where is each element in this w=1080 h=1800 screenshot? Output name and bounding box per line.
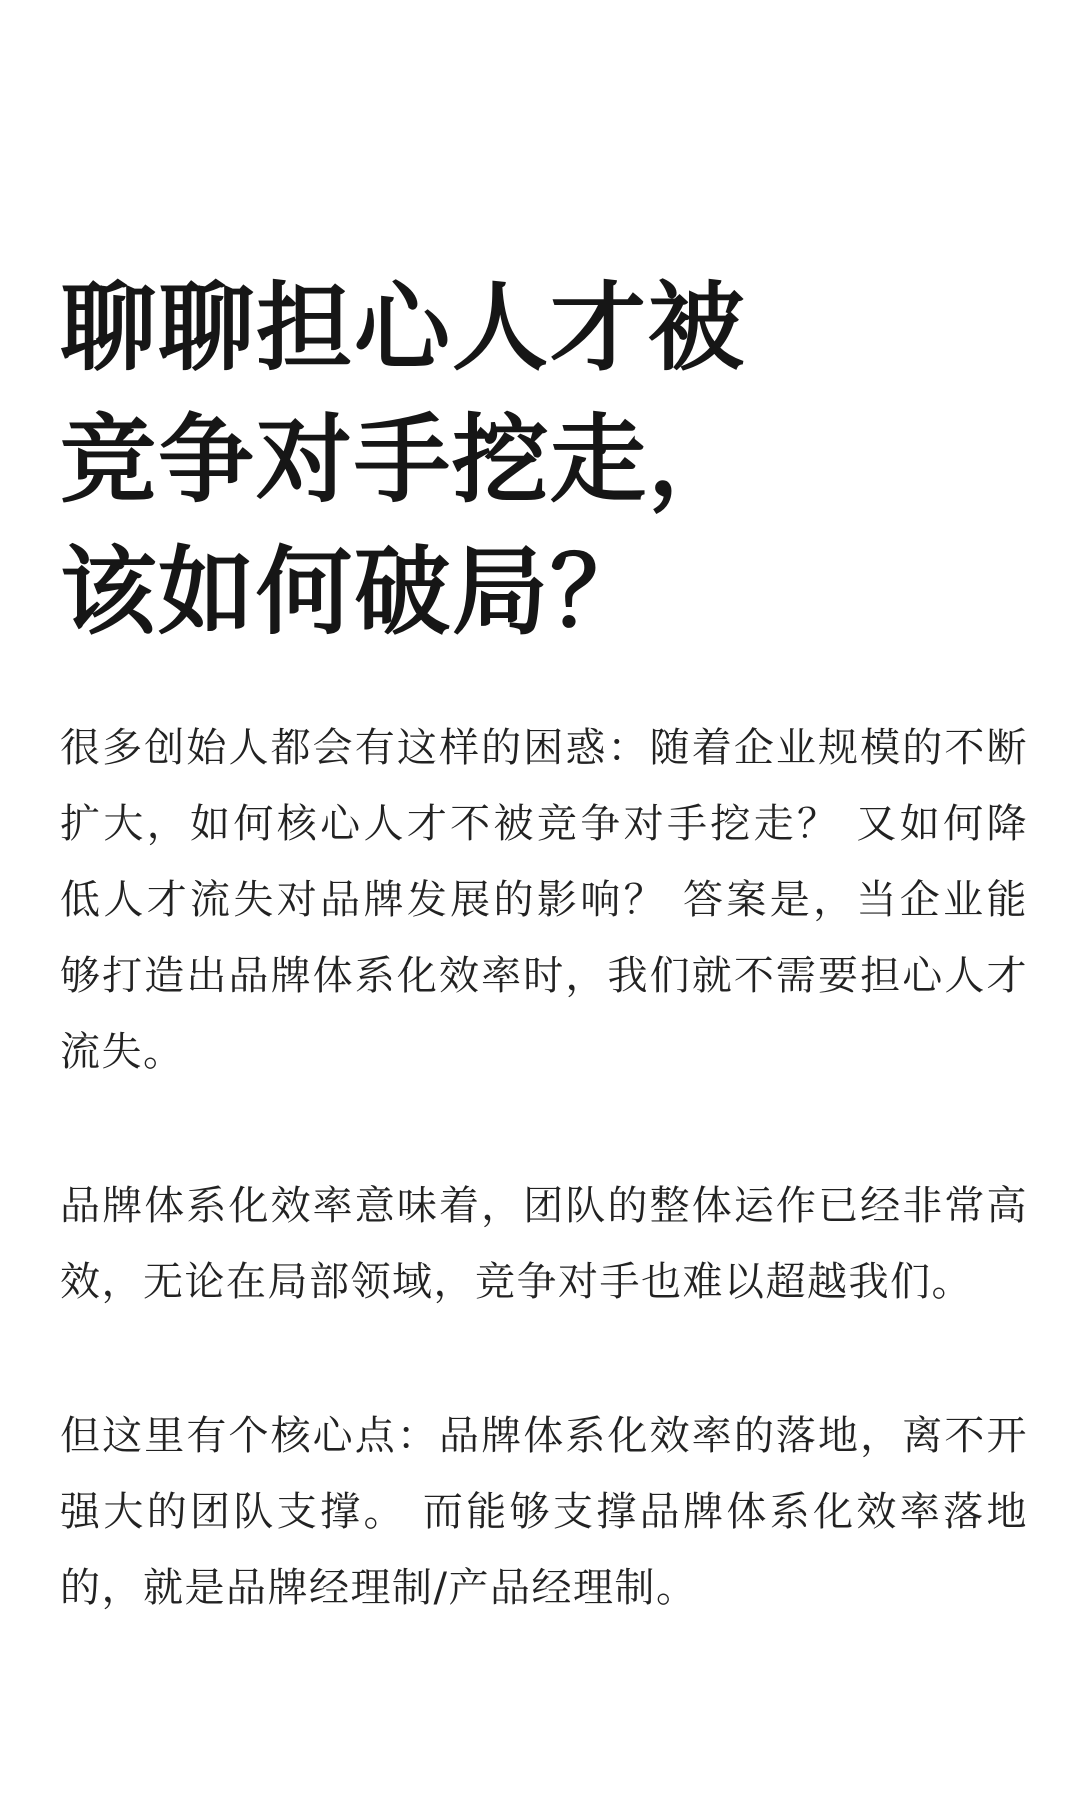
- title-line-3: 该如何破局？: [60, 536, 648, 648]
- paragraph-2: 品牌体系化效率意味着，团队的整体运作已经非常高效，无论在局部领域，竞争对手也难以超越我们。: [60, 1183, 1028, 1305]
- article-body: [60, 710, 1028, 1626]
- article-title: [60, 262, 1020, 658]
- paragraph-1: 很多创始人都会有这样的困惑：随着企业规模的不断扩大，如何核心人才不被竞争对手挖走？ 又如何降低人才流失对品牌发展的影响？ 答案是，当企业能够打造出品牌体系化效率时，我们就不需要担心人才流失。: [60, 725, 1028, 1075]
- paragraph-3: 但这里有个核心点：品牌体系化效率的落地，离不开强大的团队支撑。 而能够支撑品牌体系化效率落地的，就是品牌经理制/产品经理制。: [60, 1413, 1028, 1611]
- title-line-2: 竞争对手挖走，: [60, 404, 746, 516]
- title-line-1: 聊聊担心人才被: [60, 272, 746, 384]
